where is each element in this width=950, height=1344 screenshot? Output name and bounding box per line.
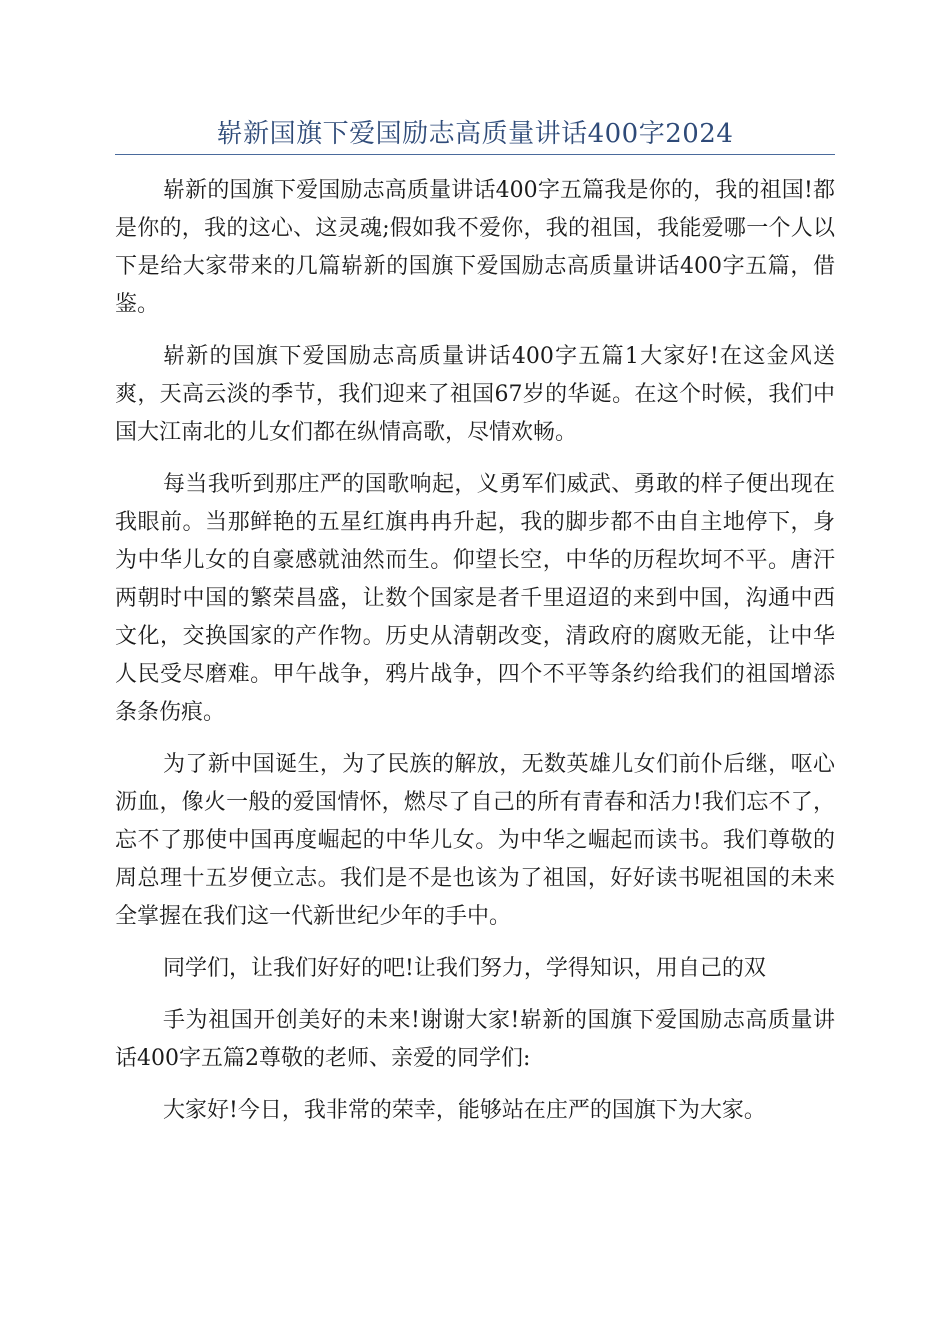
paragraph-heroes: 为了新中国诞生，为了民族的解放，无数英雄儿女们前仆后继，呕心沥血，像火一般的爱国情怀，燃尽了自己的所有青春和活力!我们忘不了，忘不了那使中国再度崛起的中华儿女。为中华之崛起而读书。我们尊敬的周总理十五岁便立志。我们是不是也该为了祖国，好好读书呢祖国的未来全掌握在我们这一代新世纪少年的手中。 — [115, 752, 835, 929]
document-title: 崭新国旗下爱国励志高质量讲话400字2024 — [216, 119, 734, 149]
paragraph-speech-1-opening: 崭新的国旗下爱国励志高质量讲话400字五篇1大家好!在这金风送爽，天高云淡的季节，我们迎来了祖国67岁的华诞。在这个时候，我们中国大江南北的儿女们都在纵情高歌，尽情欢畅。 — [115, 344, 835, 445]
paragraph-classmates: 同学们，让我们好好的吧!让我们努力，学得知识，用自己的双 — [163, 956, 766, 981]
document-body — [115, 172, 835, 1144]
title-underline-rule — [115, 154, 835, 155]
paragraph-intro: 崭新的国旗下爱国励志高质量讲话400字五篇我是你的，我的祖国!都是你的，我的这心、这灵魂;假如我不爱你，我的祖国，我能爱哪一个人以下是给大家带来的几篇崭新的国旗下爱国励志高质量讲话400字五篇，借鉴。 — [115, 178, 835, 317]
paragraph-greeting: 大家好!今日，我非常的荣幸，能够站在庄严的国旗下为大家。 — [163, 1098, 766, 1123]
paragraph-anthem-history: 每当我听到那庄严的国歌响起，义勇军们威武、勇敢的样子便出现在我眼前。当那鲜艳的五星红旗冉冉升起，我的脚步都不由自主地停下，身为中华儿女的自豪感就油然而生。仰望长空，中华的历程坎坷不平。唐汗两朝时中国的繁荣昌盛，让数个国家是者千里迢迢的来到中国，沟通中西文化，交换国家的产作物。历史从清朝改变，清政府的腐败无能，让中华人民受尽磨难。甲午战争，鸦片战争，四个不平等条约给我们的祖国增添条条伤痕。 — [115, 472, 835, 725]
paragraph-speech-2-opening: 手为祖国开创美好的未来!谢谢大家!崭新的国旗下爱国励志高质量讲话400字五篇2尊敬的老师、亲爱的同学们: — [115, 1008, 835, 1071]
